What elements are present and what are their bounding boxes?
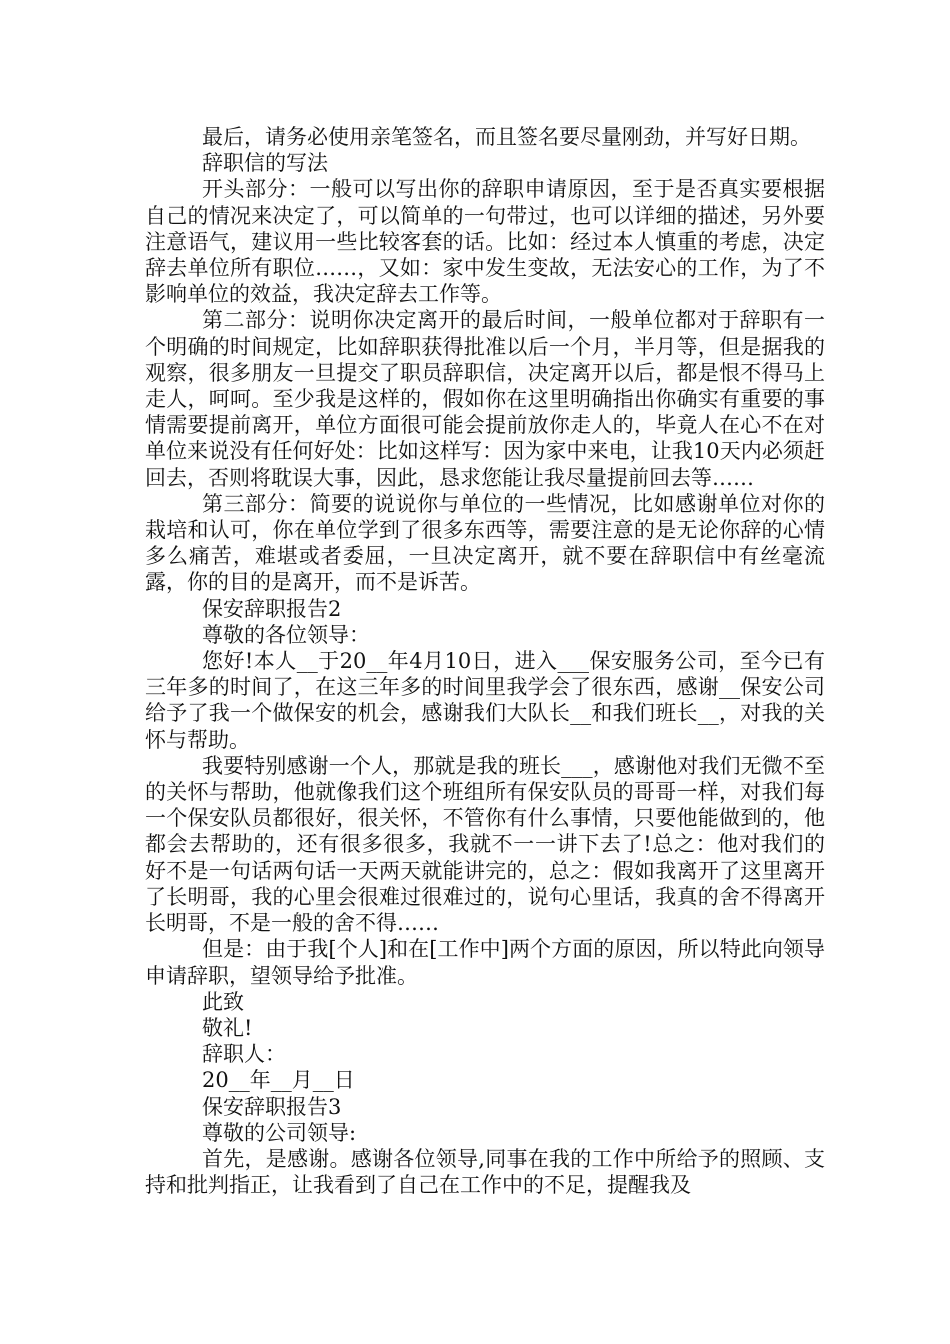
salutation-company-leaders: 尊敬的公司领导: (202, 1120, 357, 1145)
paragraph-first-thanks: 首先，是感谢。感谢各位领导,同事在我的工作中所给予的照顾、支持和批判指正，让我看到了自己在工作中的不足，提醒我及 (145, 1146, 825, 1198)
salutation-leaders: 尊敬的各位领导： (202, 622, 370, 647)
document-body (145, 124, 825, 1198)
closing-cizhi: 此致 (202, 989, 244, 1014)
signer-label: 辞职人： (202, 1042, 286, 1067)
paragraph-resignation-request: 但是：由于我[个人]和在[工作中]两个方面的原因，所以特此向领导申请辞职，望领导给予批准。 (145, 937, 825, 988)
section-heading-report-3: 保安辞职报告3 (202, 1094, 342, 1119)
paragraph-opening-part: 开头部分：一般可以写出你的辞职申请原因，至于是否真实要根据自己的情况来决定了，可以简单的一句带过，也可以详细的描述，另外要注意语气，建议用一些比较客套的话。比如：经过本人慎重的考虑，决定辞去单位所有职位……，又如：家中发生变故，无法安心的工作，为了不影响单位的效益，我决定辞去工作等。 (145, 177, 825, 307)
paragraph-thanks-squad-leader: 我要特别感谢一个人，那就是我的班长___，感谢他对我们无微不至的关怀与帮助，他就像我们这个班组所有保安队员的哥哥一样，对我们每一个保安队员都很好，很关怀，不管你有什么事情，只要他能做到的，他都会去帮助的，还有很多很多，我就不一一讲下去了!总之：他对我们的好不是一句话两句话一天两天就能讲完的，总之：假如我离开了这里离开了长明哥，我的心里会很难过很难过的，说句心里话，我真的舍不得离开长明哥，不是一般的舍不得…… (145, 753, 825, 936)
section-heading-resignation-letter-writing: 辞职信的写法 (202, 151, 328, 176)
paragraph-signature-tip: 最后，请务必使用亲笔签名，而且签名要尽量刚劲，并写好日期。 (202, 125, 811, 149)
paragraph-greeting-intro: 您好!本人__于20__年4月10日，进入___保安服务公司，至今已有三年多的时间了，在这三年多的时间里我学会了很东西，感谢__保安公司给予了我一个做保安的机会，感谢我们大队长__和我们班长__，对我的关怀与帮助。 (145, 649, 825, 752)
paragraph-second-part: 第二部分：说明你决定离开的最后时间，一般单位都对于辞职有一个明确的时间规定，比如辞职获得批准以后一个月，半月等，但是据我的观察，很多朋友一旦提交了职员辞职信，决定离开以后，都是恨不得马上走人，呵呵。至少我是这样的，假如你在这里明确指出你确实有重要的事情需要提前离开，单位方面很可能会提前放你走人的，毕竟人在心不在对单位来说没有任何好处：比如这样写：因为家中来电，让我10天内必须赶回去，否则将耽误大事，因此，恳求您能让我尽量提前回去等…… (145, 308, 825, 490)
closing-jingli: 敬礼! (202, 1015, 253, 1040)
section-heading-report-2: 保安辞职报告2 (202, 596, 342, 621)
date-line: 20__年__月__日 (202, 1068, 355, 1093)
paragraph-third-part: 第三部分：简要的说说你与单位的一些情况，比如感谢单位对你的栽培和认可，你在单位学到了很多东西等，需要注意的是无论你辞的心情多么痛苦，难堪或者委屈，一旦决定离开，就不要在辞职信中有丝毫流露，你的目的是离开，而不是诉苦。 (145, 491, 825, 595)
